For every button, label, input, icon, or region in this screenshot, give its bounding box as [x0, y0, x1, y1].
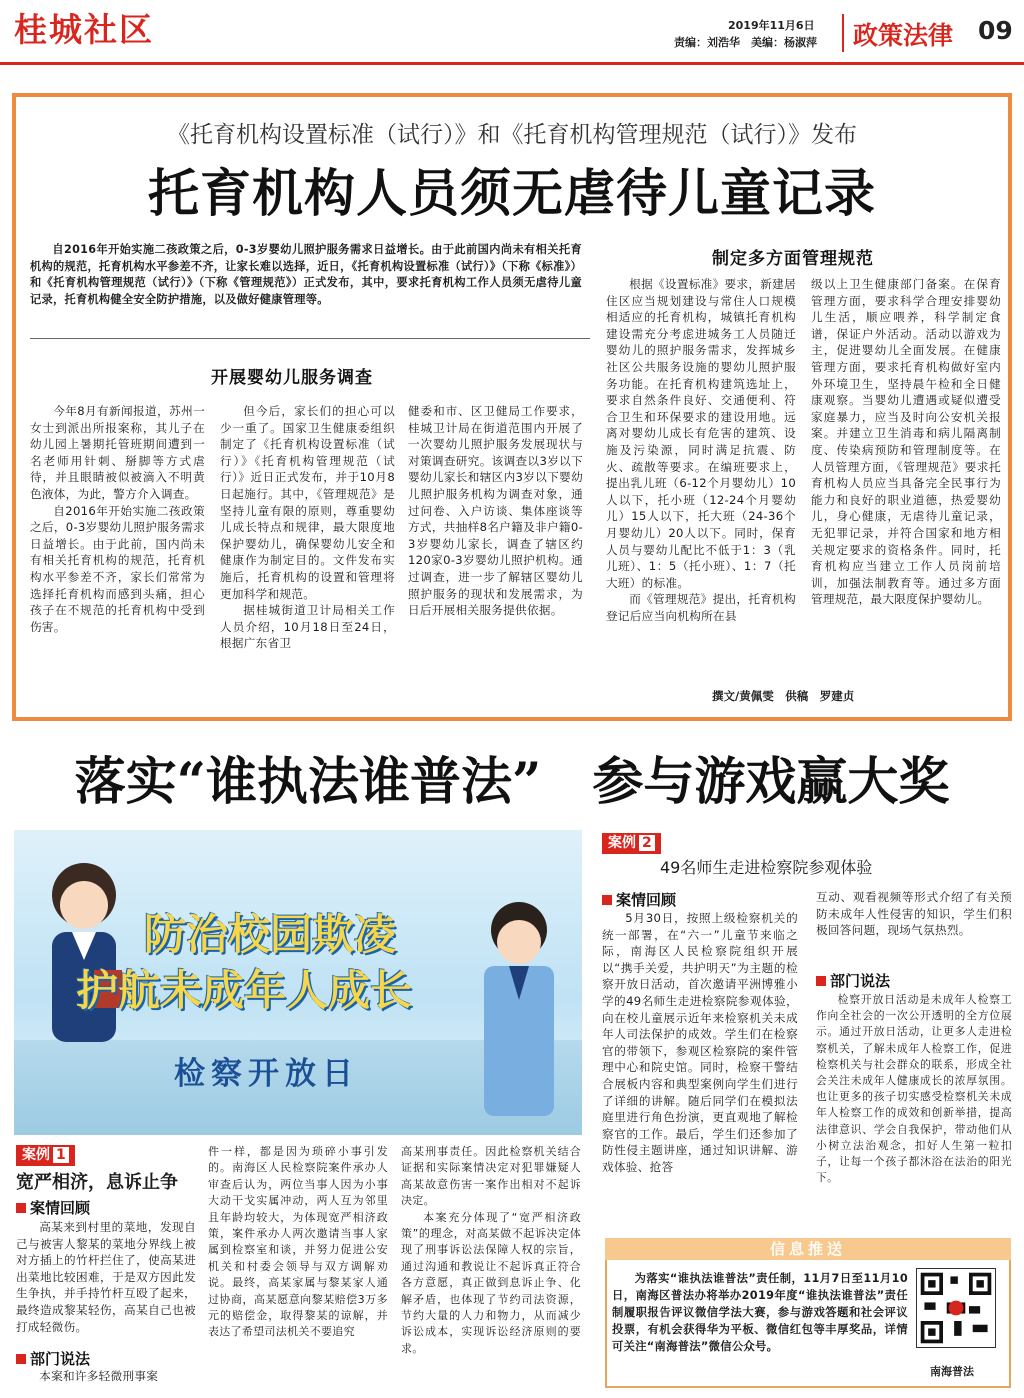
issue-date: 2019年11月6日	[728, 19, 815, 32]
paragraph: 自2016年开始实施二孩政策之后，0-3岁婴幼儿照护服务需求日益增长。由于此前，国内尚未有相关托育机构的规范，托育机构水平参差不齐，家长们常常为选择托育机构而感到头痛，担心孩子在不规范的托育机构中受到伤害。	[30, 503, 205, 634]
case1-department-heading	[16, 1348, 90, 1369]
square-bullet-icon	[16, 1203, 26, 1213]
article1-column-4	[606, 276, 796, 624]
male-prosecutor-illustration	[464, 890, 574, 1130]
paragraph: 今年8月有新闻报道，苏州一女士到派出所报案称，其儿子在幼儿园上暑期托管班期间遭到一名老师用针刺、掰脚等方式虐待，并且眼睛被似被滴入不明黄色液体，为此，警方介入调查。	[30, 404, 205, 501]
paragraph: 件一样，都是因为琐碎小事引发的。南海区人民检察院案件承办人审查后认为，两位当事人因为小事大动干戈实属冲动，两人互为邻里且年龄均较大，为体现宽严相济政策，案件承办人两次邀请当事人家属到检察室和谈，并努力促进公安机关和村委会领导与双方调解劝说。最终，高某家属与黎某家人通过协商，高某愿意向黎某赔偿3万多元的赔偿金，取得黎某的谅解，并表达了希望司法机关不要追究	[208, 1145, 388, 1339]
section-heading-survey: 开展婴幼儿服务调查	[211, 368, 373, 388]
case1-column-1	[16, 1219, 196, 1335]
paragraph: 据桂城街道卫计局相关工作人员介绍，10月18日至24日，根据广东省卫	[220, 603, 395, 651]
paragraph: 健委和市、区卫健局工作要求，桂城卫计局在街道范围内开展了一次婴幼儿照护服务发展现状与对策调查研究。该调查以3岁以下婴幼儿家长和辖区内3岁以下婴幼儿照护服务机构为调查对象，通过问卷、入户访谈、集体座谈等方式，共抽样8名户籍及非户籍0-3岁婴幼儿家长，调查了辖区约120家0-3岁婴幼儿照护机构。通过调查，进一步了解辖区婴幼儿照护服务的现状和发展需求，为日后开展相关服务提供依据。	[408, 404, 583, 618]
case1-review-heading	[16, 1197, 90, 1218]
header-divider	[842, 14, 844, 52]
article2-title: 落实“谁执法谁普法” 参与游戏赢大奖	[74, 752, 950, 812]
case2-column-1	[602, 910, 798, 1176]
paragraph: 检察开放日活动是未成年人检察工作向全社会的一次公开透明的全方位展示。通过开放日活动，让更多人走进检察机关，了解未成年人检察工作，促进检察机关与社会群众的联系，形成全社会关注未成年人健康成长的浓厚氛围。也让更多的孩子切实感受检察机关未成年人检察工作的成效和创新举措，提高法律意识、学会自我保护，带动他们从小树立法治观念，扣好人生第一粒扣子，让每一个孩子都沐浴在法治的阳光下。	[816, 993, 1012, 1185]
heading-text: 部门说法	[30, 1350, 91, 1368]
case1-dept-text	[16, 1368, 196, 1385]
banner-event-name: 检察开放日	[174, 1056, 359, 1092]
case2-column-2	[816, 889, 1012, 939]
heading-text: 案情回顾	[30, 1199, 91, 1217]
header-rule	[0, 62, 1024, 65]
case-number: 1	[53, 1147, 69, 1163]
case2-review-heading	[602, 889, 676, 910]
case1-title: 宽严相济，息诉止争	[16, 1172, 178, 1193]
case-label: 案例	[608, 835, 636, 851]
banner-slogan-2: 护航未成年人成长	[76, 966, 413, 1015]
case-number: 2	[639, 835, 655, 851]
article1-column-3	[408, 403, 583, 619]
case2-tag	[602, 832, 661, 854]
heading-text: 部门说法	[830, 972, 891, 990]
paragraph: 5月30日，按照上级检察机关的统一部署，在“六一”儿童节来临之际，南海区人民检察院组织开展以“携手关爱，共护明天”为主题的检察开放日活动，首次邀请平洲博雅小学的49名师生走进检察院参观体验，向在校儿童展示近年来检察机关未成年人司法保护的成效。学生们在检察官的带领下，参观区检察院的案件管理中心和院史馆。同时，检察干警结合展板内容和典型案例向学生们进行了详细的讲解。随后同学们在模拟法庭里进行角色扮演，更直观地了解检察官的工作。最后，学生们还参加了防性侵主题讲座，通过知识讲解、游戏体验、抢答	[602, 911, 798, 1174]
prosecutor-open-day-banner	[14, 830, 582, 1135]
paragraph: 级以上卫生健康部门备案。在保育管理方面，要求科学合理安排婴幼儿生活，顺应喂养，科学制定食谱，保证户外活动。活动以游戏为主，促进婴幼儿全面发展。在健康管理方面，要求托育机构做好室内外环境卫生，坚持晨午检和全日健康观察。当婴幼儿遭遇或疑似遭受家庭暴力，应当及时向公安机关报案。并建立卫生消毒和病儿隔离制度、传染病预防和管理制度等。在人员管理方面，《管理规范》要求托育机构人员应当具备完全民事行为能力和良好的职业道德，热爱婴幼儿，身心健康，无虐待儿童记录，无犯罪记录，并符合国家和地方相关规定要求的资格条件。同时，托育机构应当建立工作人员岗前培训，加强法制教育等。通过多方面管理规范，最大限度保护婴幼儿。	[811, 277, 1001, 607]
qr-caption: 南海普法	[930, 1365, 974, 1378]
banner-slogan-1: 防治校园欺凌	[144, 910, 397, 959]
paragraph: 而《管理规范》提出，托育机构登记后应当向机构所在县	[606, 592, 796, 623]
square-bullet-icon	[16, 1354, 26, 1364]
page-number: 09	[978, 16, 1013, 45]
info-push-text	[612, 1270, 908, 1355]
paragraph: 根据《设置标准》要求，新建居住区应当规划建设与常住人口规模相适应的托育机构，城镇托育机构建设需充分考虑进城务工人员随迁婴幼儿的照护服务需求，发挥城乡社区公共服务设施的婴幼儿照护服务功能。在托育机构建筑选址上，要求自然条件良好、交通便利、符合卫生和环保要求的建设用地。远离对婴幼儿成长有危害的建筑、设施及污染源，同时满足抗震、防火、疏散等要求。在编班要求上，提出乳儿班（6-12个月婴幼儿）10人以下，托小班（12-24个月婴幼儿）15人以下，托大班（24-36个月婴幼儿）20人以下。同时，保育人员与婴幼儿配比不低于1：3（乳儿班）、1：5（托小班）、1：7（托大班）的标准。	[606, 277, 796, 590]
paragraph: 高某来到村里的菜地，发现自己与被害人黎某的菜地分界线上被对方插上的竹杆拦住了，使高某进出菜地比较困难，于是双方因此发生争执，并手持竹杆互殴了起来，最终造成黎某轻伤，高某自己也被打成轻微伤。	[16, 1220, 196, 1334]
section-name: 政策法律	[853, 21, 954, 50]
info-push-title: 信息推送	[605, 1238, 1011, 1260]
article1-column-5	[811, 276, 1001, 608]
article1-title: 托育机构人员须无虐待儿童记录	[147, 164, 876, 224]
lead-paragraph: 自2016年开始实施二孩政策之后，0-3岁婴幼儿照护服务需求日益增长。由于此前国内尚未有相关托育机构的规范，托育机构水平参差不齐，让家长难以选择，近日，《托育机构设置标准（试行）》（下称《标准》）和《托育机构管理规范（试行）》（下称《管理规范》）正式发布，其中，要求托育机构工作人员须无虐待儿童记录，托育机构健全安全防护措施，以及做好健康管理等。	[30, 243, 582, 306]
case1-column-3	[401, 1144, 581, 1357]
article1-subtitle: 《托育机构设置标准（试行）》和《托育机构管理规范（试行）》发布	[167, 122, 857, 148]
article1-lead	[30, 242, 582, 308]
case2-dept-text	[816, 992, 1012, 1186]
paragraph: 本案和许多轻微刑事案	[39, 1369, 159, 1383]
editors-credit: 责编：刘浩华 美编：杨淑萍	[674, 36, 817, 49]
paragraph: 高某刑事责任。因此检察机关结合证据和实际案情决定对犯罪嫌疑人高某故意伤害一案作出相对不起诉决定。	[401, 1145, 581, 1208]
wechat-qr-code-icon[interactable]	[916, 1268, 996, 1348]
article1-byline: 撰文/黄佩雯 供稿 罗建贞	[712, 689, 855, 703]
article1-column-1	[30, 403, 205, 635]
section-heading-regulation: 制定多方面管理规范	[712, 249, 874, 269]
paragraph: 本案充分体现了“宽严相济政策”的理念，对高某做不起诉决定体现了刑事诉讼法保障人权的宗旨，通过沟通和教说让不起诉真正符合各方意愿，真正做到息诉止争、化解矛盾，也体现了节约司法资源，节约大量的人力和物力，从而减少诉讼成本，实现诉讼经济原则的要求。	[401, 1210, 581, 1355]
paragraph: 但今后，家长们的担心可以少一重了。国家卫生健康委组织制定了《托育机构设置标准（试行）》《托育机构管理规范（试行）》近日正式发布，并于10月8日起施行。其中，《管理规范》是坚持儿童有限的原则，尊重婴幼儿成长特点和规律，最大限度地保护婴幼儿，确保婴幼儿安全和健康作为制定目的。文件发布实施后，托育机构的设置和管理将更加科学和规范。	[220, 404, 395, 601]
newspaper-brand: 桂城社区	[14, 10, 154, 49]
paragraph: 互动、观看视频等形式介绍了有关预防未成年人性侵害的知识，学生们积极回答问题，现场气氛热烈。	[816, 890, 1012, 938]
case1-tag	[16, 1144, 75, 1166]
square-bullet-icon	[602, 895, 612, 905]
case1-column-2	[208, 1144, 388, 1341]
heading-text: 案情回顾	[616, 891, 677, 909]
case2-department-heading	[816, 970, 890, 991]
lead-divider	[30, 338, 590, 339]
article1-column-2	[220, 403, 395, 652]
paragraph: 为落实“谁执法谁普法”责任制，11月7日至11月10日，南海区普法办将举办2019年度“谁执法谁普法”责任制履职报告评议微信学法大赛，参与游戏答题和社会评议投票，有机会获得华为平板、微信红包等丰厚奖品，详情可关注“南海普法”微信公众号。	[612, 1272, 908, 1353]
case2-title: 49名师生走进检察院参观体验	[660, 858, 873, 877]
case-label: 案例	[22, 1147, 50, 1163]
square-bullet-icon	[816, 976, 826, 986]
